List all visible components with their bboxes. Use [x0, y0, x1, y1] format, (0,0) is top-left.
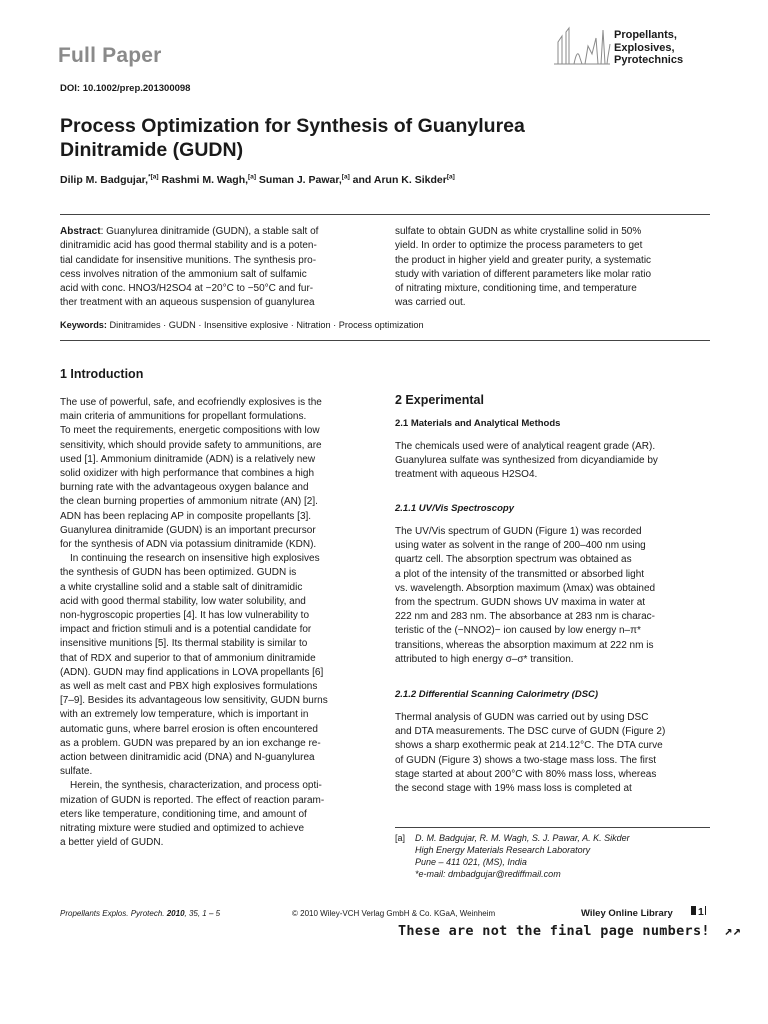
author-name: Suman J. Pawar, [258, 174, 342, 186]
text-line: vs. wavelength. Absorption maximum (λmax) was obtained [395, 582, 656, 594]
text-line: using water as solvent in the range of 200–400 nm using [395, 540, 646, 552]
text-line: The UV/Vis spectrum of GUDN (Figure 1) was recorded [395, 526, 642, 537]
text-line: To meet the requirements, energetic compositions with low [60, 425, 320, 437]
journal-name-line: Pyrotechnics [614, 54, 684, 66]
text-line: a plot of the intensity of the transmitted or absorbed light [395, 568, 645, 580]
paragraph [60, 779, 374, 850]
abstract-right-column [395, 225, 710, 311]
abstract-line: study with variation of different parameters like molar ratio [395, 268, 652, 280]
text-line: the second stage with 19% mass loss is completed at [395, 783, 632, 795]
text-line: that of RDX and superior to that of ammonium dinitramide [60, 652, 316, 664]
author [353, 174, 455, 186]
author [60, 174, 159, 186]
arrows-icon: ↗↗ [724, 923, 742, 939]
text-line: and DTA measurements. The DSC curve of GUDN (Figure 2) [395, 726, 666, 738]
text-line: the synthesis of GUDN has been optimized. GUDN is [60, 567, 297, 579]
doi: DOI: 10.1002/prep.201300098 [60, 83, 191, 94]
introduction-body [60, 396, 374, 851]
text-line: The chemicals used were of analytical reagent grade (AR). [395, 441, 656, 452]
text-line: sensitivity, which should provide safety to ammunitions, are [60, 439, 322, 451]
keywords-label: Keywords: [60, 320, 107, 330]
keywords-text: Dinitramides · GUDN · Insensitive explosive · Nitration · Process optimization [109, 320, 424, 330]
author-affiliation: [a] [341, 173, 350, 181]
divider [60, 340, 710, 341]
page-marker-icon [705, 906, 706, 915]
citation-volume: , 35, 1 – 5 [184, 909, 221, 918]
text-line: as well as melt cast and PBX high explosives formulations [60, 681, 318, 693]
text-line: 222 nm and 283 nm. The absorbance at 283 nm is charac- [395, 611, 655, 623]
author-affiliation: [a] [446, 173, 455, 181]
text-line: action between dinitramidic acid (DNA) and N-guanylurea [60, 752, 315, 764]
uvvis-body [395, 525, 710, 667]
text-line: Guanylurea dinitramide (GUDN) is an important precursor [60, 524, 316, 536]
text-line: attributed to high energy σ–σ* transition. [395, 653, 574, 665]
text-line: acid with good thermal stability, low water solubility, and [60, 595, 306, 607]
keywords [60, 320, 424, 330]
text-line: from the spectrum. GUDN shows UV maxima in water at [395, 597, 646, 609]
text-line: main criteria of ammunitions for propellant formulations. [60, 411, 307, 423]
subsection-heading-materials: 2.1 Materials and Analytical Methods [395, 418, 561, 429]
abstract-text: : Guanylurea dinitramide (GUDN), a stable salt of [100, 226, 319, 237]
text-line: burning rate with the advantageous oxygen balance and [60, 482, 309, 494]
footnote-line: *e-mail: dmbadgujar@rediffmail.com [415, 869, 561, 879]
text-line: impact and friction stimuli and is a potential candidate for [60, 624, 312, 636]
page-number [691, 906, 706, 918]
text-line: non-hygroscopic properties [4]. It has low vulnerability to [60, 610, 310, 622]
text-line: eters like temperature, conditioning time, and amount of [60, 808, 307, 820]
text-line: Thermal analysis of GUDN was carried out by using DSC [395, 712, 649, 723]
abstract-line [60, 225, 374, 239]
text-line: of GUDN (Figure 3) shows a two-stage mass loss. The first [395, 754, 657, 766]
author [162, 174, 257, 186]
author-name: Rashmi M. Wagh, [161, 174, 249, 186]
abstract-line: tial candidate for insensitive munitions. The synthesis pro- [60, 254, 317, 266]
text-line: solid oxidizer with high performance that combines a high [60, 468, 315, 480]
citation [60, 909, 220, 918]
journal-logo [552, 24, 612, 68]
text-line: shows a sharp exothermic peak at 214.12°C. The DTA curve [395, 740, 663, 752]
divider [60, 214, 710, 215]
text-line: ADN has been replacing AP in composite propellants [3]. [60, 510, 312, 522]
text-line: the clean burning properties of ammonium nitrate (AN) [2]. [60, 496, 318, 508]
footnote-line: D. M. Badgujar, R. M. Wagh, S. J. Pawar, A. K. Sikder [415, 833, 630, 843]
abstract-line: was carried out. [395, 297, 466, 309]
text-line: treatment with aqueous H2SO4. [395, 469, 538, 481]
notice-text: These are not the final page numbers! [398, 923, 710, 939]
page-marker-icon [691, 906, 696, 915]
abstract-line: ther treatment with an aqueous suspension of guanylurea [60, 297, 315, 309]
text-line: insensitive munitions [5]. Its thermal stability is similar to [60, 638, 308, 650]
text-line: In continuing the research on insensitive high explosives [70, 553, 320, 565]
copyright: © 2010 Wiley-VCH Verlag GmbH & Co. KGaA, Weinheim [292, 909, 496, 918]
abstract-line: acid with conc. HNO3/H2SO4 at −20°C to −50°C and fur- [60, 283, 314, 295]
abstract-line: the product in higher yield and greater purity, a systematic [395, 254, 652, 266]
journal-name-line: Propellants, [614, 29, 677, 41]
article-title [60, 114, 660, 162]
section-label: Full Paper [58, 44, 162, 67]
text-line: a white crystalline solid and a stable salt of dinitramidic [60, 581, 303, 593]
text-line: mization of GUDN is reported. The effect of reaction param- [60, 794, 325, 806]
materials-body [395, 440, 710, 483]
text-line: Herein, the synthesis, characterization, and process opti- [70, 780, 322, 792]
abstract-line: dinitramidic acid has good thermal stability and is a poten- [60, 240, 317, 252]
section-heading-experimental: 2 Experimental [395, 393, 484, 407]
subsection-heading-uvvis: 2.1.1 UV/Vis Spectroscopy [395, 503, 514, 514]
dsc-body [395, 711, 710, 796]
journal-name [614, 29, 683, 67]
section-heading-introduction: 1 Introduction [60, 367, 144, 381]
text-line: [7–9]. Besides its advantageous low sensitivity, GUDN burns [60, 695, 328, 707]
text-line: transitions, whereas the absorption maximum at 222 nm is [395, 639, 654, 651]
subsection-heading-dsc: 2.1.2 Differential Scanning Calorimetry (DSC) [395, 689, 599, 700]
author-affiliation: [a] [248, 173, 256, 181]
text-line: nitrating mixture were studied and optimized to achieve [60, 823, 305, 835]
footnote-divider [395, 827, 710, 828]
page-number-text: 1 [698, 906, 704, 918]
text-line: stage started at about 200°C with 80% mass loss, whereas [395, 768, 657, 780]
title-line: Process Optimization for Synthesis of Guanylurea [60, 115, 525, 137]
author [259, 174, 350, 186]
title-line: Dinitramide (GUDN) [60, 139, 244, 161]
affiliation-footnote [395, 832, 630, 880]
abstract-line: yield. In order to optimize the process parameters to get [395, 240, 643, 252]
text-line: as a problem. GUDN was prepared by an ion exchange re- [60, 737, 321, 749]
text-line: (ADN). GUDN may find applications in LOVA propellants [6] [60, 666, 324, 678]
author-list [60, 174, 455, 186]
citation-year: 2010 [166, 909, 185, 918]
text-line: for the synthesis of ADN via potassium dinitramide (KDN). [60, 539, 317, 551]
abstract-left-column [60, 225, 374, 311]
abstract-line: sulfate to obtain GUDN as white crystalline solid in 50% [395, 226, 642, 237]
wiley-online-library-link[interactable]: Wiley Online Library [581, 908, 673, 919]
text-line: sulfate. [60, 766, 93, 778]
paragraph [60, 552, 374, 779]
journal-name-line: Explosives, [614, 41, 675, 54]
text-line: automatic guns, where barrel erosion is often encountered [60, 723, 318, 735]
text-line: used [1]. Ammonium dinitramide (ADN) is a relatively new [60, 453, 316, 465]
abstract-line: of nitrating mixture, conditioning time, and temperature [395, 283, 637, 295]
citation-journal: Propellants Explos. Pyrotech. [60, 909, 167, 918]
text-line: teristic of the (−NNO2)− ion caused by low energy n–π* [395, 625, 641, 637]
text-line: with an extremely low temperature, which is important in [60, 709, 309, 721]
text-line: a better yield of GUDN. [60, 837, 164, 849]
final-page-notice [398, 923, 741, 939]
abstract-label: Abstract [60, 226, 101, 237]
author-name: Dilip M. Badgujar, [60, 174, 149, 186]
abstract-line: cess involves nitration of the ammonium salt of sulfamic [60, 268, 307, 280]
footnote-line: High Energy Materials Research Laboratory [415, 845, 591, 855]
footnote-line: Pune – 411 021, (MS), India [415, 857, 527, 867]
paragraph [60, 396, 374, 552]
author-affiliation: *[a] [148, 173, 159, 181]
footnote-marker: [a] [395, 833, 406, 843]
text-line: The use of powerful, safe, and ecofriendly explosives is the [60, 397, 322, 408]
author-name: and Arun K. Sikder [352, 174, 447, 186]
text-line: Guanylurea sulfate was synthesized from dicyandiamide by [395, 455, 658, 467]
text-line: quartz cell. The absorption spectrum was obtained as [395, 554, 632, 566]
